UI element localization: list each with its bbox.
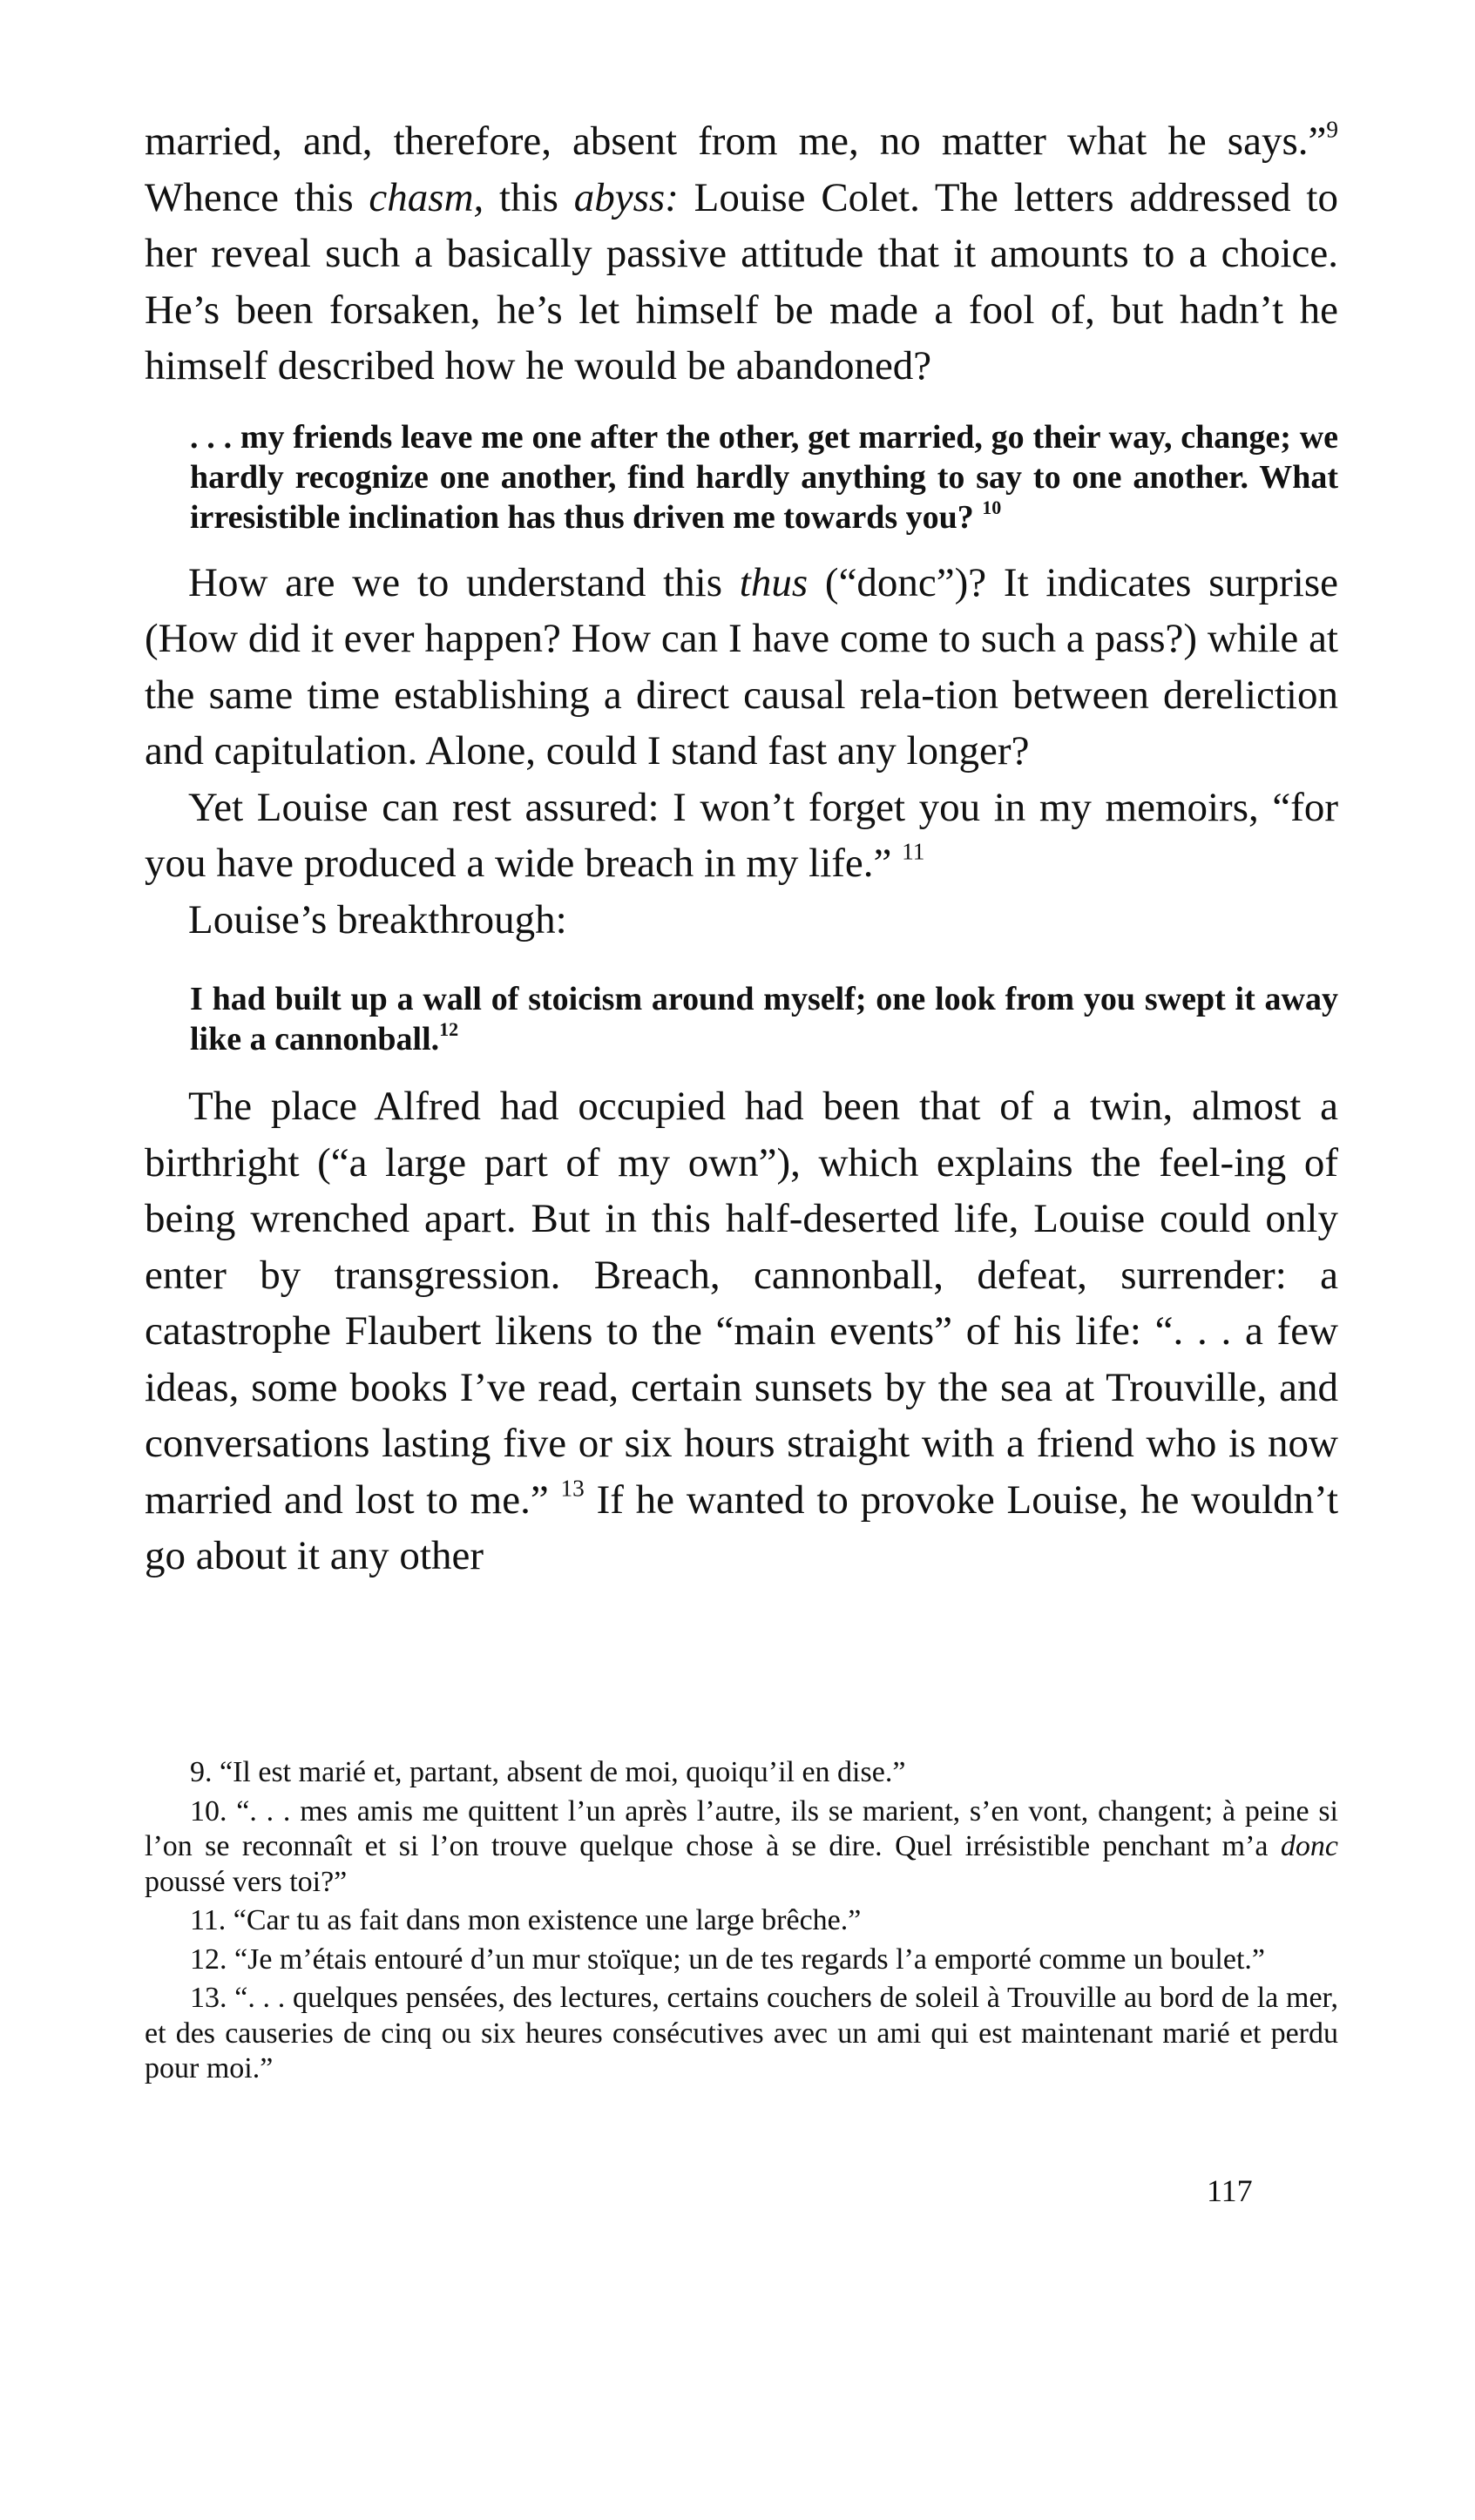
p3-text: Yet Louise can rest assured: I won’t forget you in my memoirs, “for you have produced a wide breach in my life.” <box>145 784 1338 886</box>
main-text <box>145 113 1338 1584</box>
p1-italic-chasm: chasm, <box>369 174 484 220</box>
p5-text-b: If he wanted to provoke Louise, he wouldn’t go about it any other <box>145 1476 1339 1578</box>
footnote-10 <box>145 1794 1338 1901</box>
footnote-10-italic-donc: donc <box>1280 1830 1338 1862</box>
quote1-text: . . . my friends leave me one after the other, get married, go their way, change; we hardly recognize one another, find hardly anything to say to one another. What irresistible inclination has thus driven me towards you? <box>190 418 1338 536</box>
footnote-13: 13. “. . . quelques pensées, des lectures, certains couchers de soleil à Trouville au bord de la mer, et des causeries de cinq ou six heures consécutives avec un ami qui est maintenant marié et perdu pour moi.” <box>145 1982 1338 2084</box>
page-number: 117 <box>1207 2173 1253 2208</box>
footnote-11: 11. “Car tu as fait dans mon existence une large brêche.” <box>190 1904 862 1936</box>
p2-italic-thus: thus <box>739 559 809 605</box>
quote2-text: I had built up a wall of stoicism around myself; one look from you swept it away like a cannonball. <box>190 981 1338 1057</box>
footnote-10-text-a: 10. “. . . mes amis me quittent l’un après l’autre, ils se marient, s’en vont, changent; à peine si l’on se reconnaît et si l’on trouve quelque chose à se dire. Quel irrésistible penchant m’a <box>145 1794 1338 1862</box>
paragraph-5 <box>145 1078 1338 1584</box>
p1-italic-abyss: abyss: <box>573 174 679 220</box>
block-quote-1 <box>145 417 1338 537</box>
footnotes <box>145 1755 1338 2091</box>
p1-text-d: Louise Colet. The letters addressed to her reveal such a basically passive attitude that it amounts to a choice. He’s been forsaken, he’s let himself be made a fool of, but hadn’t he himself described how he would be abandoned? <box>145 174 1338 388</box>
footnote-12: 12. “Je m’étais entouré d’un mur stoïque; un de tes regards l’a emporté comme un boulet.” <box>190 1942 1266 1976</box>
footnote-ref-13: 13 <box>560 1474 585 1501</box>
paragraph-4 <box>145 892 1338 949</box>
p4-text: Louise’s breakthrough: <box>188 896 567 942</box>
footnote-ref-11: 11 <box>902 838 925 865</box>
footnote-10-text-b: poussé vers toi?” <box>145 1865 348 1898</box>
footnote-ref-10: 10 <box>982 496 1002 518</box>
footnote-9: 9. “Il est marié et, partant, absent de moi, quoiqu’il en dise.” <box>190 1756 906 1788</box>
footnote-ref-9: 9 <box>1326 116 1338 143</box>
p1-text-b: Whence this <box>145 174 369 220</box>
p2-text-a: How are we to understand this <box>188 559 740 605</box>
paragraph-1 <box>145 113 1338 395</box>
paragraph-2 <box>145 555 1338 780</box>
p5-text-a: The place Alfred had occupied had been that of a twin, almost a birthright (“a large part of my own”), which explains the feel-ing of being wrenched apart. But in this half-deserted life, Louise could only enter by transgression. Breach, cannonball, defeat, surrender: a catastrophe Flaubert likens to the “main events” of his life: “. . . a few ideas, some books I’ve read, certain sunsets by the sea at Trouville, and conversations lasting five or six hours straight with a friend who is now married and lost to me.” <box>145 1084 1338 1523</box>
p1-text-a: married, and, therefore, absent from me, no matter what he says.” <box>145 118 1327 164</box>
footnote-ref-12: 12 <box>439 1018 459 1041</box>
p2-text-b: (“donc”)? It indicates surprise (How did it ever happen? How can I have come to such a pass?) while at the same time establishing a direct causal rela-tion between dereliction and capitulation. Alone, could I stand fast any longer? <box>145 559 1338 774</box>
block-quote-2 <box>145 979 1338 1059</box>
paragraph-3 <box>145 780 1338 892</box>
p1-text-c: this <box>484 174 574 220</box>
